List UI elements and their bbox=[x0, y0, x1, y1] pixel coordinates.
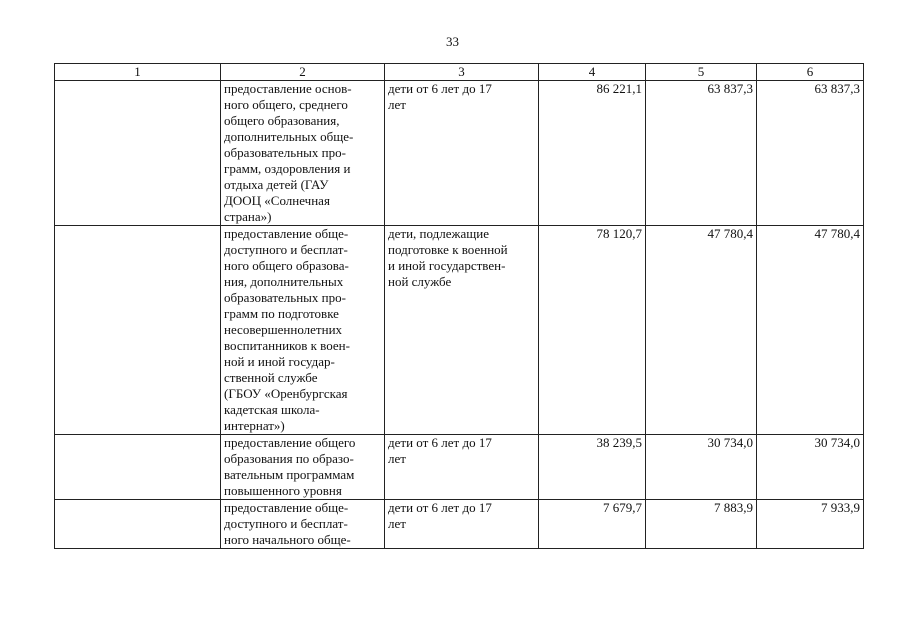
column-header-2: 2 bbox=[221, 64, 385, 81]
recipient-category-cell: дети от 6 лет до 17 лет bbox=[385, 435, 539, 500]
service-description-cell: предоставление общего образования по образо- вательным программам повышенного уровня bbox=[221, 435, 385, 500]
institution-cell bbox=[55, 435, 221, 500]
table-row bbox=[55, 226, 864, 435]
amount-year-2-cell: 7 883,9 bbox=[646, 500, 757, 549]
amount-year-2-cell: 63 837,3 bbox=[646, 81, 757, 226]
table-row bbox=[55, 81, 864, 226]
amount-year-3-cell: 7 933,9 bbox=[757, 500, 864, 549]
amount-year-1-cell: 86 221,1 bbox=[539, 81, 646, 226]
amount-year-3-cell: 63 837,3 bbox=[757, 81, 864, 226]
institution-cell bbox=[55, 500, 221, 549]
amount-year-3-cell: 47 780,4 bbox=[757, 226, 864, 435]
institution-cell bbox=[55, 226, 221, 435]
amount-year-2-cell: 47 780,4 bbox=[646, 226, 757, 435]
amount-year-3-cell: 30 734,0 bbox=[757, 435, 864, 500]
amount-year-1-cell: 78 120,7 bbox=[539, 226, 646, 435]
budget-table bbox=[54, 63, 864, 549]
column-header-4: 4 bbox=[539, 64, 646, 81]
institution-cell bbox=[55, 81, 221, 226]
page-number: 33 bbox=[446, 34, 459, 49]
amount-year-1-cell: 7 679,7 bbox=[539, 500, 646, 549]
column-header-1: 1 bbox=[55, 64, 221, 81]
table-row bbox=[55, 500, 864, 549]
service-description-cell: предоставление обще- доступного и бесплат- ного общего образова- ния, дополнительных образовательных про- грамм по подготовке несовершеннолетних воспитанников к воен- ной и иной государ- ственной службе (ГБОУ «Оренбургская кадетская школа- интернат») bbox=[221, 226, 385, 435]
column-header-6: 6 bbox=[757, 64, 864, 81]
recipient-category-cell: дети от 6 лет до 17 лет bbox=[385, 81, 539, 226]
service-description-cell: предоставление обще- доступного и бесплат- ного начального обще- bbox=[221, 500, 385, 549]
table-row bbox=[55, 435, 864, 500]
column-header-5: 5 bbox=[646, 64, 757, 81]
amount-year-2-cell: 30 734,0 bbox=[646, 435, 757, 500]
amount-year-1-cell: 38 239,5 bbox=[539, 435, 646, 500]
table-header-row bbox=[55, 64, 864, 81]
column-header-3: 3 bbox=[385, 64, 539, 81]
service-description-cell: предоставление основ- ного общего, среднего общего образования, дополнительных обще- образовательных про- грамм, оздоровления и отдыха детей (ГАУ ДООЦ «Солнечная страна») bbox=[221, 81, 385, 226]
recipient-category-cell: дети, подлежащие подготовке к военной и иной государствен- ной службе bbox=[385, 226, 539, 435]
recipient-category-cell: дети от 6 лет до 17 лет bbox=[385, 500, 539, 549]
